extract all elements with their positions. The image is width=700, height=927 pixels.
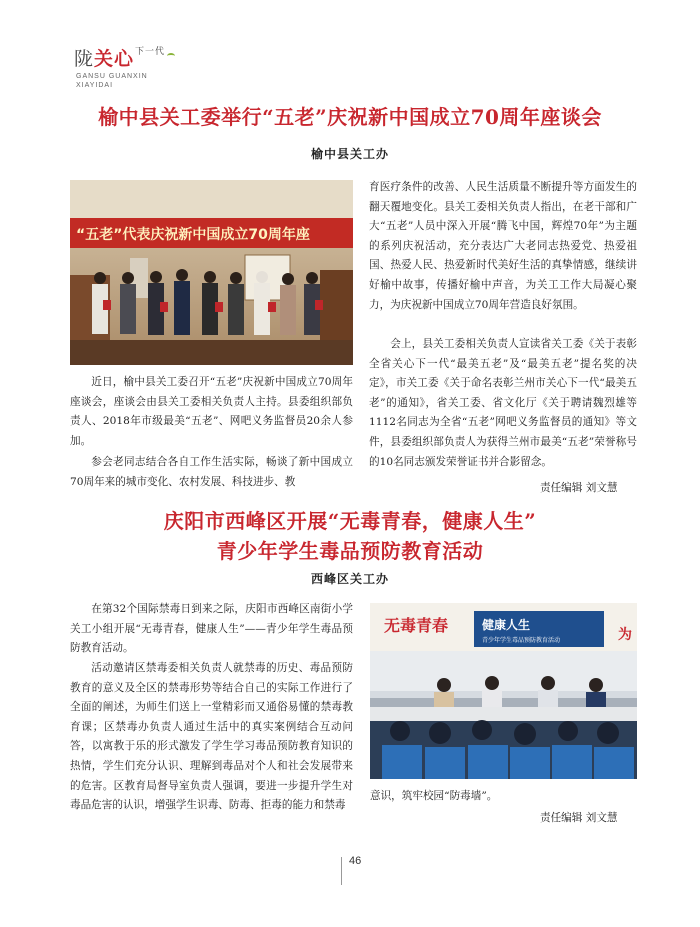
article2-left-para2: 活动邀请区禁毒委相关负责人就禁毒的历史、毒品预防教育的意义及全区的禁毒形势等结合自己的实际工作进行了全面的阐述，为师生们送上一堂精彩而又通俗易懂的禁毒教育课；区禁毒办负责人通过生活中的真实案例结合互动问答，以寓教于乐的形式激发了学生学习毒品预防教育知识的热情，学生们充分认识、理解到毒品对个人和社会发展带来的危害。区教育局督导室负责人强调，要进一步提升学生对毒品危害的认识，增强学生识毒、防毒、拒毒的能力和禁毒: [70, 662, 353, 812]
magazine-logo: [74, 44, 184, 92]
article1-byline: 榆中县关工办: [310, 147, 389, 161]
page-divider: [341, 857, 342, 885]
article1-photo: [70, 180, 353, 365]
article1-left-para2: 参会老同志结合各自工作生活实际，畅谈了新中国成立70周年来的城市变化、农村发展、科技进步、教: [70, 456, 353, 488]
article1-right-para2: 会上，县关工委相关负责人宣读省关工委《关于表彰全省关心下一代“最美五老”及“最美五老”提名奖的决定》，市关工委《关于命名表彰兰州市关心下一代“最美五老”的通知》，省关工委、省文化厅《关于聘请魏烈雄等1112名同志为全省“五老”网吧义务监督员的通知》等文件，县委组织部负责人为获得兰州市最美“五老”荣誉称号的10名同志颁发荣誉证书并合影留念。: [369, 338, 637, 468]
article2-right-para: 意识，筑牢校园“防毒墙”。: [370, 790, 498, 802]
logo-en-line1: GANSU GUANXIN: [76, 73, 148, 80]
article1-credit: 责任编辑 刘文慧: [540, 482, 618, 494]
article2-title-line1: 庆阳市西峰区开展“无毒青春，健康人生”: [163, 509, 537, 533]
article2-byline: 西峰区关工办: [310, 572, 389, 586]
article2-left-para1: 在第32个国际禁毒日到来之际，庆阳市西峰区南街小学关工小组开展“无毒青春，健康人生”——青少年学生毒品预防教育活动。: [70, 603, 353, 655]
article1-left-para1: 近日，榆中县关工委召开“五老”庆祝新中国成立70周年座谈会，座谈会由县关工委相关负责人主持。县委组织部负责人、2018年市级最美“五老”、网吧义务监督员20余人参加。: [70, 376, 353, 447]
page-number: 46: [349, 855, 362, 867]
logo-en-line2: XIAYIDAI: [76, 82, 114, 89]
banner-left-text: 无毒青春: [384, 616, 449, 635]
article1-right-para1: 育医疗条件的改善、人民生活质量不断提升等方面发生的翻天覆地变化。县关工委相关负责人指出，在老干部和广大“五老”人员中深入开展“腾飞中国，辉煌70年”为主题的系列庆祝活动，充分表达广大老同志热爱党、热爱祖国、热爱人民、热爱新时代美好生活的真挚情感，继续讲好榆中故事，传播好榆中声音，为关工工作大局凝心聚力，为庆祝新中国成立70周年营造良好氛围。: [369, 181, 637, 311]
banner-right-text: 健康人生: [482, 618, 531, 632]
article2-title-line2: 青少年学生毒品预防教育活动: [216, 539, 484, 563]
article1-title: 榆中县关工委举行“五老”庆祝新中国成立70周年座谈会: [98, 105, 602, 129]
banner-text: “五老”代表庆祝新中国成立70周年座: [76, 227, 310, 243]
banner-edge-text: 为: [618, 627, 632, 643]
logo-text: 陇关心$^{下一代}$: [74, 47, 166, 70]
article2-credit: 责任编辑 刘文慧: [540, 812, 618, 824]
article2-photo: [370, 603, 637, 779]
banner-sub-text: 青少年学生毒品预防教育活动: [482, 637, 561, 644]
leaf-icon: [167, 53, 175, 59]
